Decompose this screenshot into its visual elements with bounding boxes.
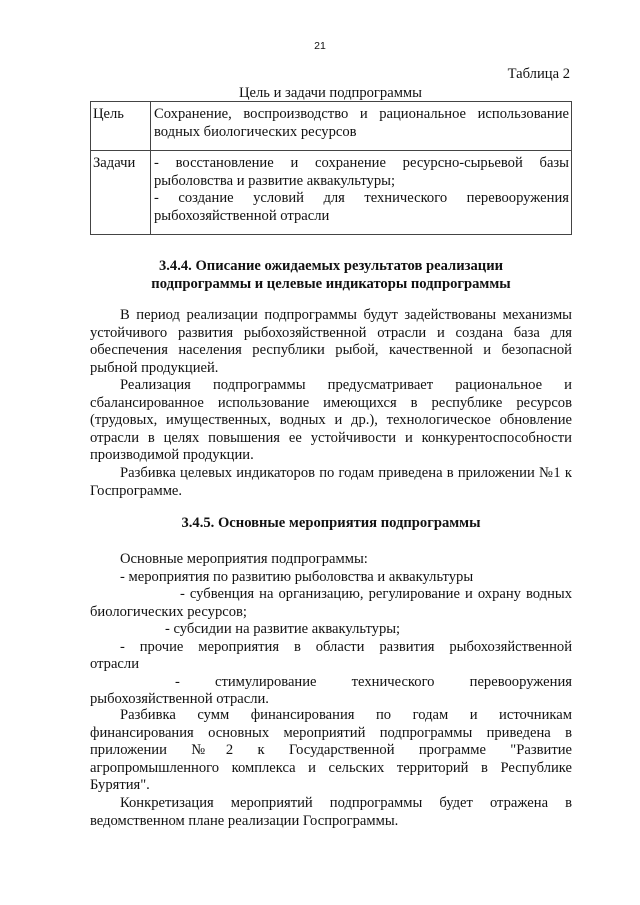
activity-item: - прочие мероприятия в области развития рыбохозяйственной	[120, 638, 572, 655]
activities-intro: Основные мероприятия подпрограммы:	[120, 551, 368, 567]
section-344-heading-line2: подпрограммы и целевые индикаторы подпрограммы	[151, 275, 511, 292]
activities-list	[90, 551, 572, 709]
section-344-paragraph: Разбивка целевых индикаторов по годам приведена в приложении №1 к Госпрограмме.	[90, 465, 572, 499]
row-header-goal: Цель	[91, 102, 151, 151]
table-title: Цель и задачи подпрограммы	[239, 85, 422, 101]
table-row	[91, 102, 572, 151]
section-344-heading	[90, 258, 572, 293]
goal-text: Сохранение, воспроизводство и рациональное использование водных биологических ресурсов	[151, 102, 572, 151]
activity-subitem: - субсидии на развитие аквакультуры;	[165, 621, 401, 637]
task-item: - создание условий для технического перевооружения рыбохозяйственной отрасли	[154, 190, 569, 224]
table-label: Таблица 2	[507, 66, 570, 82]
table-row	[91, 151, 572, 235]
activity-subitem: - стимулирование технического перевооружения	[175, 673, 572, 690]
section-344-paragraph: В период реализации подпрограммы будут задействованы механизмы устойчивого развития рыбохозяйственной отрасли и создана база для обеспечения населения республики рыбой, качественной и безопасной рыбной продукцией.	[90, 307, 572, 376]
section-344-heading-line1: 3.4.4. Описание ожидаемых результатов реализации	[158, 258, 504, 274]
section-345-heading: 3.4.5. Основные мероприятия подпрограммы	[181, 515, 481, 531]
section-344-paragraph: Реализация подпрограммы предусматривает рациональное и сбалансированное использование имеющихся в республике ресурсов (трудовых, имущественных, водных и др.), технологическое обновление отрасли в целях повышения ее устойчивости и конкурентоспособности производимой продукции.	[90, 377, 572, 463]
activity-subitem: - субвенция на организацию, регулирование и охрану водных	[180, 586, 572, 602]
section-345-paragraph: Конкретизация мероприятий подпрограммы будет отражена в ведомственном плане реализации Госпрограммы.	[90, 795, 572, 829]
section-345-paragraph: Разбивка сумм финансирования по годам и источникам финансирования основных мероприятий подпрограммы приведена в приложении №2 к Государственной программе "Развитие агропромышленного комплекса и сельских территорий в Республике Бурятия".	[90, 707, 572, 793]
activity-item: - мероприятия по развитию рыболовства и аквакультуры	[120, 568, 474, 585]
activity-item-cont: отрасли	[90, 656, 140, 672]
goals-table	[90, 101, 572, 235]
tasks-cell	[151, 151, 572, 235]
page-number: 21	[314, 40, 326, 52]
task-item: - восстановление и сохранение ресурсно-сырьевой базы рыболовства и развитие аквакультуры;	[154, 155, 569, 189]
activity-subitem-cont: биологических ресурсов;	[90, 603, 247, 620]
activity-subitem-cont: рыбохозяйственной отрасли.	[90, 691, 269, 707]
row-header-tasks: Задачи	[91, 151, 151, 235]
